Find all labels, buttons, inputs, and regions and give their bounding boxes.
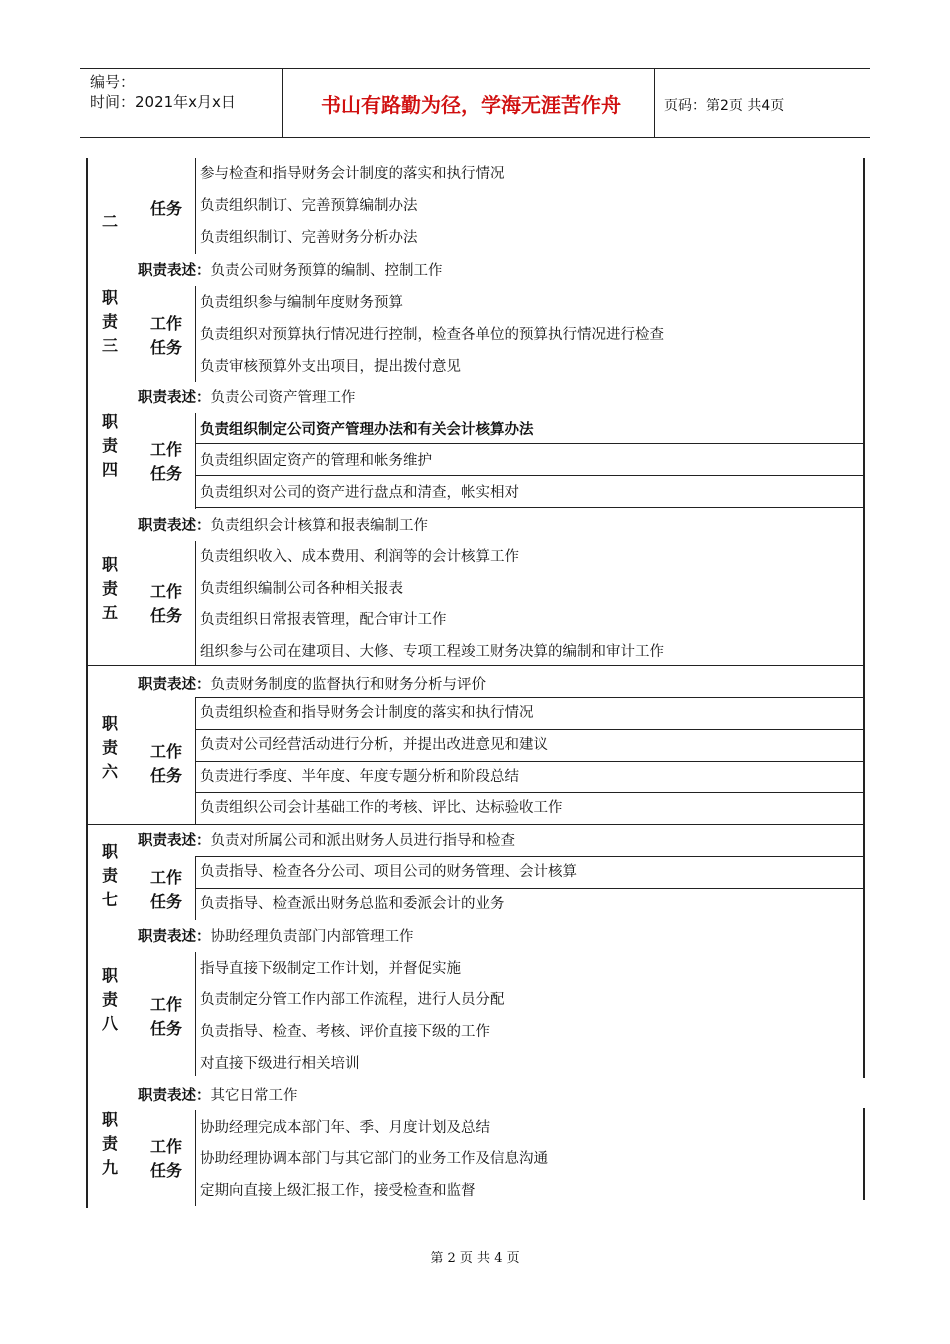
task-item: 负责组织制订、完善财务分析办法 <box>200 230 418 246</box>
table-left-border <box>86 158 88 1208</box>
task-item: 协助经理协调本部门与其它部门的业务工作及信息沟通 <box>200 1151 548 1167</box>
duty-label: 职 责 四 <box>101 412 118 479</box>
task-label: 工作 任务 <box>149 995 182 1038</box>
task-item: 负责组织制定公司资产管理办法和有关会计核算办法 <box>200 422 534 438</box>
task-label: 工作 任务 <box>149 314 182 357</box>
task-label: 工作 任务 <box>149 742 182 785</box>
task-column-border <box>195 286 196 382</box>
page-indicator: 页码：第2页 共4页 <box>664 98 785 114</box>
task-column-border <box>195 158 196 254</box>
statement-text: 协助经理负责部门内部管理工作 <box>210 929 414 945</box>
task-item: 负责制定分管工作内部工作流程，进行人员分配 <box>200 992 505 1008</box>
duty-label: 职 责 八 <box>101 966 118 1033</box>
task-column-border <box>195 1110 196 1206</box>
task-item: 负责组织制订、完善预算编制办法 <box>200 198 418 214</box>
duty-label: 二 <box>101 212 118 231</box>
time-label: 时间：2021年x月x日 <box>90 93 236 111</box>
statement-key: 职责表述： <box>138 1088 211 1104</box>
duty-statement <box>138 675 486 695</box>
duty-label: 职 责 七 <box>101 842 118 909</box>
task-item: 负责指导、检查派出财务总监和委派会计的业务 <box>200 896 505 912</box>
statement-text: 其它日常工作 <box>210 1088 298 1104</box>
task-item: 负责组织对预算执行情况进行控制，检查各单位的预算执行情况进行检查 <box>200 327 664 343</box>
statement-key: 职责表述： <box>138 390 211 406</box>
number-label: 编号： <box>90 73 136 91</box>
duty-statement <box>138 516 428 536</box>
table-right-border <box>863 158 865 1078</box>
task-item: 组织参与公司在建项目、大修、专项工程竣工财务决算的编制和审计工作 <box>200 644 664 660</box>
row-divider <box>195 443 863 444</box>
duty-label: 职 责 五 <box>101 555 118 622</box>
statement-key: 职责表述： <box>138 833 211 849</box>
task-item: 负责组织收入、成本费用、利润等的会计核算工作 <box>200 549 519 565</box>
header-divider <box>282 69 283 137</box>
statement-text: 负责公司财务预算的编制、控制工作 <box>210 263 443 279</box>
statement-key: 职责表述： <box>138 518 211 534</box>
duty-label: 职 责 三 <box>101 288 118 355</box>
task-item: 负责审核预算外支出项目，提出拨付意见 <box>200 359 461 375</box>
statement-text: 负责对所属公司和派出财务人员进行指导和检查 <box>210 833 515 849</box>
row-divider <box>195 856 863 857</box>
task-label: 任务 <box>149 199 182 218</box>
statement-key: 职责表述： <box>138 929 211 945</box>
task-item: 负责指导、检查、考核、评价直接下级的工作 <box>200 1024 490 1040</box>
row-divider <box>195 729 863 730</box>
task-label: 工作 任务 <box>149 582 182 625</box>
task-item: 负责组织对公司的资产进行盘点和清查，帐实相对 <box>200 485 519 501</box>
task-item: 负责指导、检查各分公司、项目公司的财务管理、会计核算 <box>200 864 577 880</box>
task-label: 工作 任务 <box>149 868 182 911</box>
task-item: 对直接下级进行相关培训 <box>200 1056 360 1072</box>
row-divider <box>195 697 863 698</box>
task-item: 指导直接下级制定工作计划，并督促实施 <box>200 961 461 977</box>
header-meta <box>90 72 236 112</box>
row-divider <box>195 888 863 889</box>
statement-key: 职责表述： <box>138 677 211 693</box>
duty-label: 职 责 六 <box>101 714 118 781</box>
page-footer: 第 2 页 共 4 页 <box>430 1251 520 1266</box>
task-item: 负责组织日常报表管理，配合审计工作 <box>200 612 447 628</box>
task-label: 工作 任务 <box>149 1137 182 1180</box>
task-column-border <box>195 541 196 665</box>
statement-text: 负责公司资产管理工作 <box>210 390 356 406</box>
task-item: 协助经理完成本部门年、季、月度计划及总结 <box>200 1120 490 1136</box>
task-item: 负责组织参与编制年度财务预算 <box>200 295 403 311</box>
task-column-border <box>195 952 196 1076</box>
task-item: 负责组织公司会计基础工作的考核、评比、达标验收工作 <box>200 800 563 816</box>
task-column-border <box>195 413 196 509</box>
statement-key: 职责表述： <box>138 263 211 279</box>
duty-statement <box>138 261 443 281</box>
duty-statement <box>138 927 414 947</box>
task-item: 定期向直接上级汇报工作，接受检查和监督 <box>200 1183 476 1199</box>
task-item: 负责组织检查和指导财务会计制度的落实和执行情况 <box>200 705 534 721</box>
section-divider <box>86 665 865 666</box>
duty-statement <box>138 1086 298 1106</box>
task-label: 工作 任务 <box>149 440 182 483</box>
row-divider <box>195 761 863 762</box>
task-item: 负责对公司经营活动进行分析，并提出改进意见和建议 <box>200 737 548 753</box>
task-item: 参与检查和指导财务会计制度的落实和执行情况 <box>200 166 505 182</box>
duty-statement <box>138 831 515 851</box>
row-divider <box>195 792 863 793</box>
duty-label: 职 责 九 <box>101 1110 118 1177</box>
task-item: 负责组织固定资产的管理和帐务维护 <box>200 453 432 469</box>
task-item: 负责进行季度、半年度、年度专题分析和阶段总结 <box>200 769 519 785</box>
row-divider <box>195 475 863 476</box>
statement-text: 负责组织会计核算和报表编制工作 <box>210 518 428 534</box>
table-right-border <box>863 1108 865 1200</box>
page-header <box>80 68 870 138</box>
row-divider <box>195 507 863 508</box>
duty-statement <box>138 388 356 408</box>
header-divider <box>654 69 655 137</box>
task-item: 负责组织编制公司各种相关报表 <box>200 581 403 597</box>
statement-text: 负责财务制度的监督执行和财务分析与评价 <box>210 677 486 693</box>
header-motto: 书山有路勤为径，学海无涯苦作舟 <box>321 92 621 117</box>
section-divider <box>86 824 865 825</box>
